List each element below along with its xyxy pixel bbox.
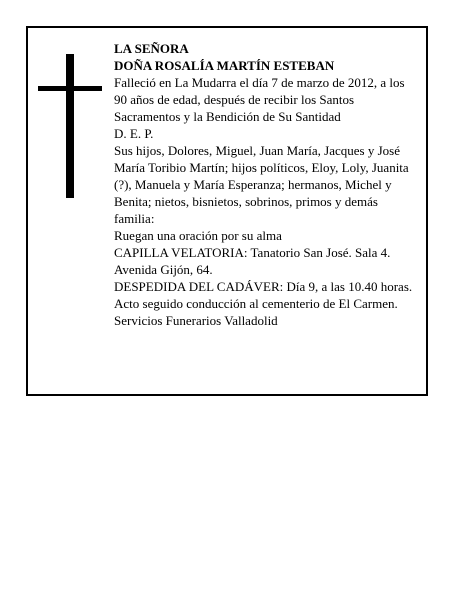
cross-vertical-bar	[66, 54, 74, 198]
notice-text	[114, 40, 420, 329]
chapel-info: CAPILLA VELATORIA: Tanatorio San José. Sala 4. Avenida Gijón, 64.	[114, 245, 391, 277]
heading-title: LA SEÑORA	[114, 41, 189, 56]
cross-horizontal-bar	[38, 86, 102, 91]
death-statement: Falleció en La Mudarra el día 7 de marzo de 2012, a los 90 años de edad, después de recibir los Santos Sacramentos y la Bendición de Su Santidad	[114, 75, 405, 124]
family-list: Sus hijos, Dolores, Miguel, Juan María, Jacques y José María Toribio Martín; hijos políticos, Eloy, Loly, Juanita (?), Manuela y María Esperanza; hermanos, Michel y Benita; nietos, bisnietos, sobrinos, primos y demás familia:	[114, 143, 409, 226]
obituary-notice	[26, 26, 428, 396]
dep-text: D. E. P.	[114, 126, 154, 141]
farewell-info: DESPEDIDA DEL CADÁVER: Día 9, a las 10.40 horas. Acto seguido conducción al cementerio de El Carmen.	[114, 279, 413, 311]
prayer-request: Ruegan una oración por su alma	[114, 228, 282, 243]
funeral-services: Servicios Funerarios Valladolid	[114, 313, 278, 328]
deceased-name: DOÑA ROSALÍA MARTÍN ESTEBAN	[114, 58, 335, 73]
cross-icon	[38, 54, 102, 198]
